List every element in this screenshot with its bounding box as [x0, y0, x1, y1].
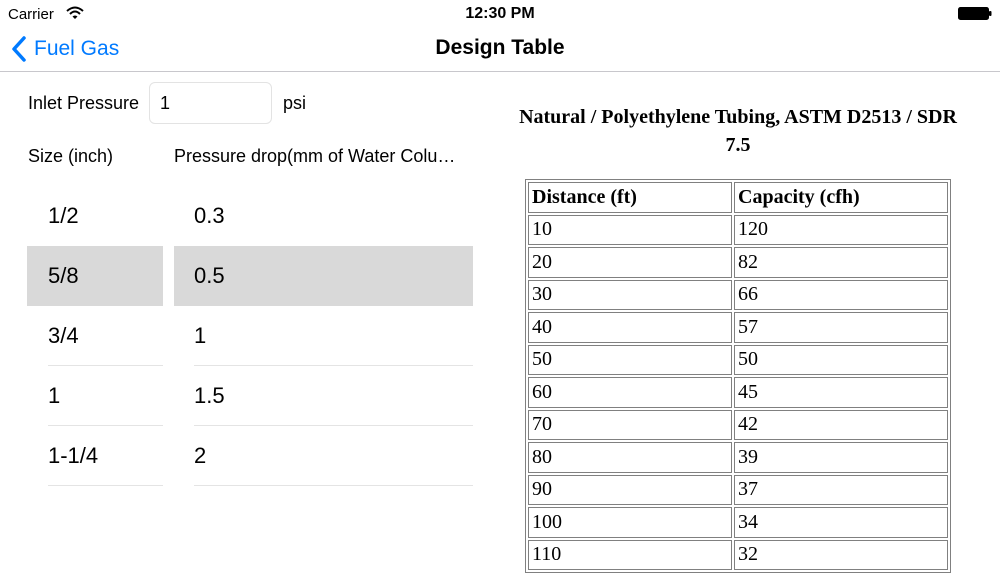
capacity-cell: 50 [734, 345, 948, 376]
size-option[interactable]: 1-1/4 [27, 426, 163, 486]
inlet-pressure-label: Inlet Pressure [28, 93, 140, 113]
design-table-document[interactable] [510, 100, 966, 566]
size-picker[interactable] [27, 186, 163, 486]
pressure-drop-option[interactable]: 0.5 [174, 246, 473, 306]
navigation-bar [0, 28, 1000, 72]
pressure-drop-option[interactable]: 1.5 [174, 366, 473, 426]
capacity-column-header: Capacity (cfh) [734, 182, 948, 213]
battery-icon [958, 7, 992, 20]
table-row [528, 345, 948, 376]
capacity-cell: 82 [734, 247, 948, 278]
document-title: Natural / Polyethylene Tubing, ASTM D2513 / SDR 7.5 [519, 106, 957, 156]
capacity-cell: 37 [734, 475, 948, 506]
carrier-label: Carrier [8, 6, 54, 23]
size-option[interactable]: 5/8 [27, 246, 163, 306]
size-option[interactable]: 1/2 [48, 203, 79, 228]
size-column-header: Size (inch) [28, 146, 114, 166]
table-row [528, 215, 948, 246]
inlet-pressure-unit: psi [283, 93, 307, 113]
size-option[interactable]: 1 [27, 366, 163, 426]
capacity-cell: 120 [734, 215, 948, 246]
capacity-cell: 57 [734, 312, 948, 343]
table-row [528, 247, 948, 278]
pressure-drop-option[interactable]: 0.3 [194, 203, 225, 228]
capacity-cell: 42 [734, 410, 948, 441]
table-row [528, 280, 948, 311]
status-time: 12:30 PM [465, 5, 535, 22]
capacity-cell: 45 [734, 377, 948, 408]
distance-cell: 50 [528, 345, 732, 376]
distance-cell: 40 [528, 312, 732, 343]
distance-cell: 10 [528, 215, 732, 246]
capacity-cell: 66 [734, 280, 948, 311]
distance-cell: 80 [528, 442, 732, 473]
table-header-row [528, 182, 948, 213]
size-option[interactable]: 3/4 [27, 306, 163, 366]
table-row [528, 507, 948, 538]
pressure-drop-column-header: Pressure drop(mm of Water Colu… [174, 146, 456, 166]
distance-column-header: Distance (ft) [528, 182, 732, 213]
capacity-table [525, 179, 951, 573]
capacity-cell: 39 [734, 442, 948, 473]
table-row [528, 442, 948, 473]
page-title: Design Table [435, 36, 565, 59]
table-row [528, 312, 948, 343]
back-button-label: Fuel Gas [34, 37, 120, 60]
distance-cell: 100 [528, 507, 732, 538]
distance-cell: 70 [528, 410, 732, 441]
inlet-pressure-input[interactable] [149, 82, 272, 124]
distance-cell: 110 [528, 540, 732, 571]
capacity-cell: 32 [734, 540, 948, 571]
table-row [528, 540, 948, 571]
pressure-drop-option[interactable]: 2 [174, 426, 473, 486]
distance-cell: 90 [528, 475, 732, 506]
table-row [528, 475, 948, 506]
table-row [528, 410, 948, 441]
table-row [528, 377, 948, 408]
capacity-cell: 34 [734, 507, 948, 538]
distance-cell: 60 [528, 377, 732, 408]
distance-cell: 20 [528, 247, 732, 278]
distance-cell: 30 [528, 280, 732, 311]
pressure-drop-picker[interactable] [174, 186, 473, 486]
status-bar [0, 0, 1000, 28]
pressure-drop-option[interactable]: 1 [174, 306, 473, 366]
